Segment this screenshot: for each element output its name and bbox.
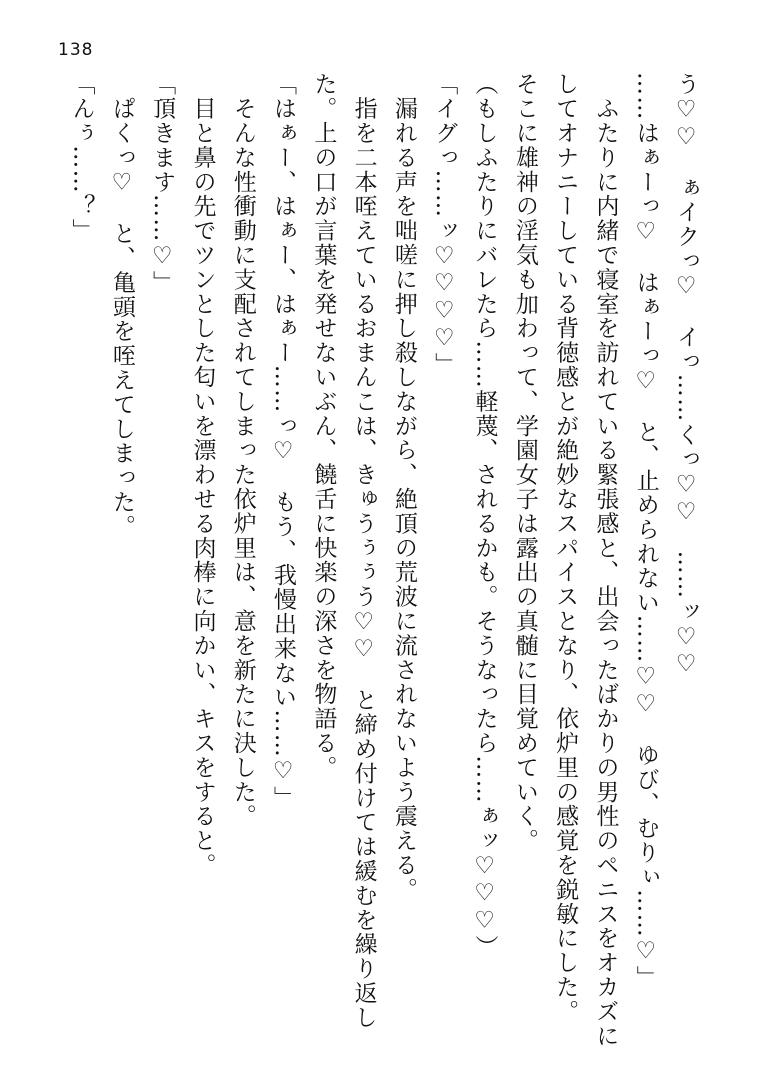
text-line: う♡♡ ぁイクっ♡ イっ……くっ♡♡ ……ッ♡♡ bbox=[673, 72, 699, 679]
text-line: 目と鼻の先でツンとした匂いを漂わせる肉棒に向かい、キスをすると。 bbox=[189, 72, 216, 878]
text-line: してオナニーしている背徳感とが絶妙なスパイスとなり、依炉里の感覚を鋭敏にした。 bbox=[552, 72, 579, 1024]
text-line: 「頂きます……♡」 bbox=[149, 72, 176, 295]
text-line: （もしふたりにバレたら……軽蔑、されるかも。そうなったら……ぁッ♡♡♡） bbox=[471, 72, 498, 960]
text-line: 指を二本咥えているおまんこは、きゅうぅぅう♡♡ と締め付けては緩むを繰り返し bbox=[350, 72, 377, 1030]
text-line: 「イグっ……ッ♡♡♡♡」 bbox=[431, 72, 458, 377]
text-line: そんな性衝動に支配されてしまった依炉里は、意を新たに決した。 bbox=[229, 72, 256, 829]
text-line: ぱくっ♡ と、亀頭を咥えてしまった。 bbox=[108, 72, 135, 539]
page-number: 138 bbox=[58, 40, 94, 60]
text-line: た。上の口が言葉を発せないぶん、饒舌に快楽の深さを物語る。 bbox=[310, 72, 337, 780]
text-line: 漏れる声を咄嗟に押し殺しながら、絶頂の荒波に流されないよう震える。 bbox=[390, 72, 417, 902]
text-line: ……はぁーっ♡ はぁーっ♡ と、止められない……♡♡ ゆび、むりぃ……♡」 bbox=[632, 72, 659, 990]
text-line: 「んぅ……？」 bbox=[68, 72, 95, 243]
text-line: そこに雄神の淫気も加わって、学園女子は露出の真髄に目覚めていく。 bbox=[511, 72, 538, 853]
novel-text-body bbox=[61, 72, 706, 1048]
text-line: ふたりに内緒で寝室を訪れている緊張感と、出会ったばかりの男性のペニスをオカズに bbox=[592, 72, 619, 1048]
text-line: 「はぁー、はぁー、はぁー……っ♡ もう、我慢出来ない……♡」 bbox=[270, 72, 297, 810]
